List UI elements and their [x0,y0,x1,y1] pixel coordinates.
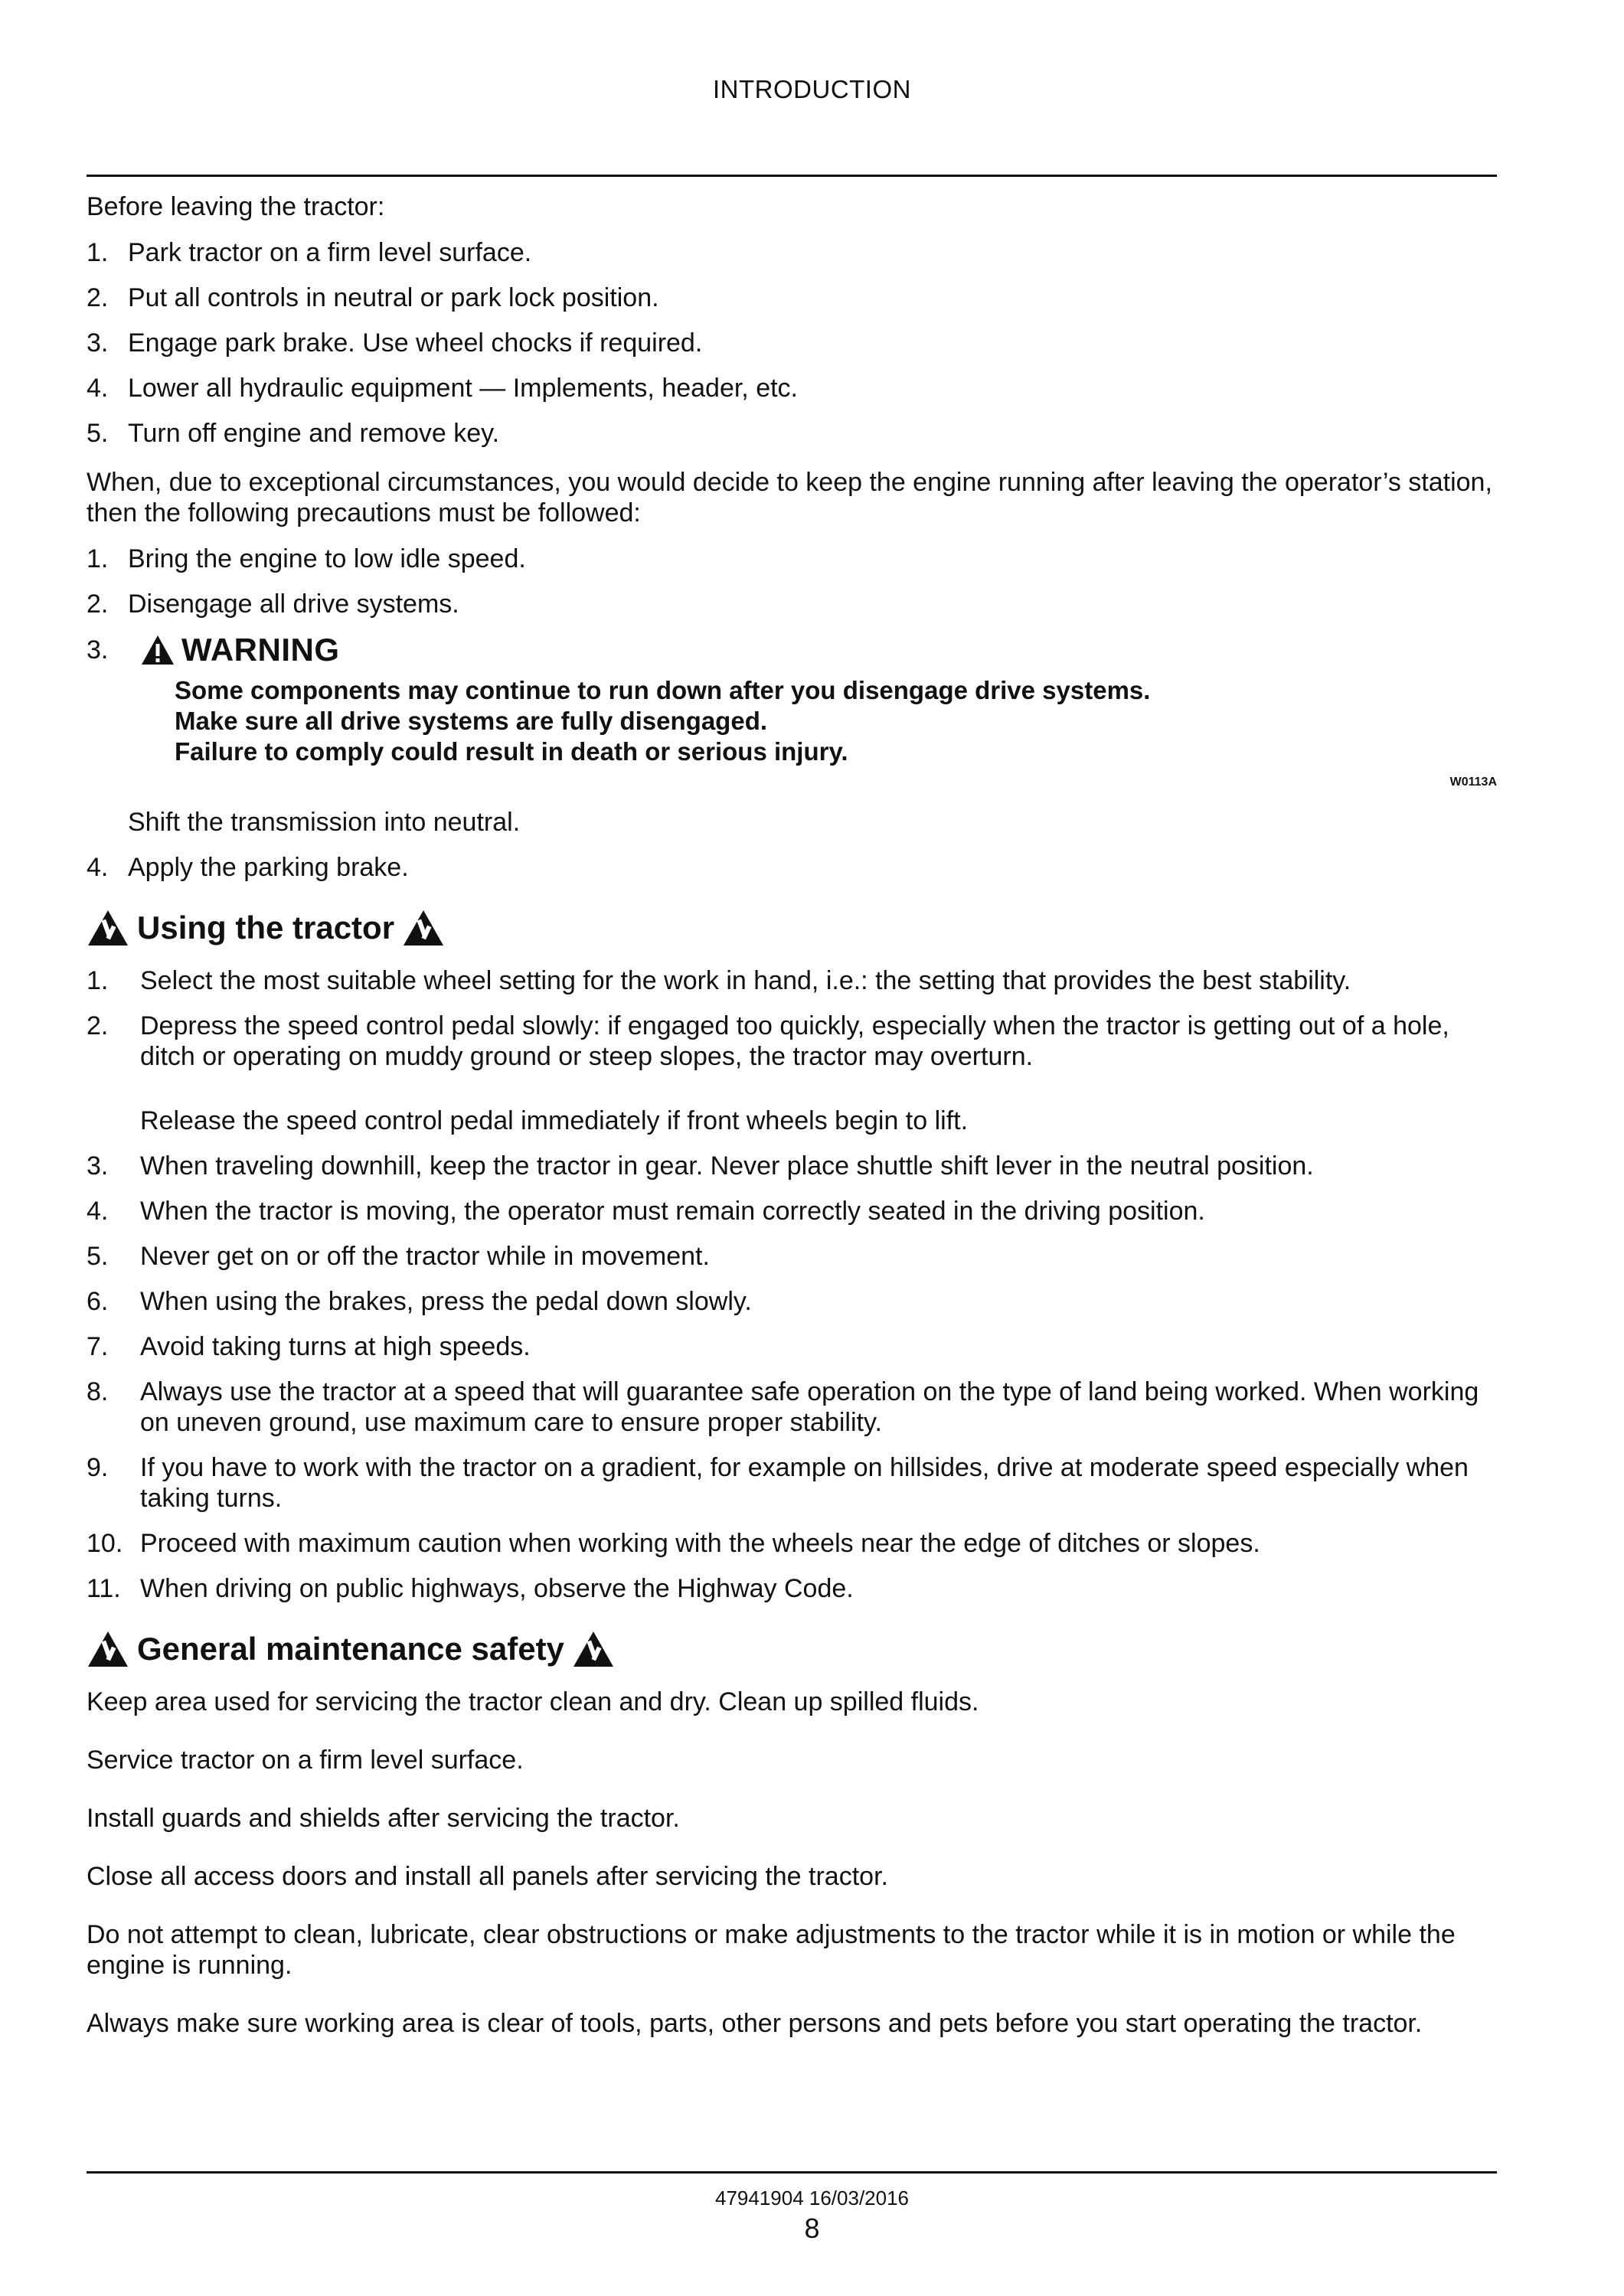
item-text: Lower all hydraulic equipment — Implements, header, etc. [128,374,799,403]
list-item [87,1573,1497,1604]
item-text: If you have to work with the tractor on a gradient, for example on hillsides, drive at moderate speed especially when taking turns. [140,1453,1469,1513]
item-number: 1. [87,966,109,995]
list-item [87,1452,1497,1514]
paragraph: Do not attempt to clean, lubricate, clear obstructions or make adjustments to the tractor while it is in motion or while the engine is running. [87,1920,1456,1980]
item-number: 3. [87,635,109,665]
header-rule [87,175,1497,177]
item-text: Depress the speed control pedal slowly: if engaged too quickly, especially when the tractor is getting out of a hole, ditch or operating on muddy ground or steep slopes, the tractor may overturn. [140,1011,1449,1071]
list-item [87,1151,1497,1181]
warning-triangle-icon [87,1630,129,1668]
list-item-continuation [87,807,1497,838]
list-item [87,1286,1497,1317]
warning-header [87,634,1497,666]
item-number: 4. [87,1197,109,1226]
item-text: Apply the parking brake. [128,853,409,882]
maintenance-paragraphs [87,1687,1497,2039]
warning-title: WARNING [181,632,340,668]
paragraph: Close all access doors and install all panels after servicing the tractor. [87,1862,888,1891]
item-number: 7. [87,1332,109,1361]
document-code: 47941904 16/03/2016 [714,2187,910,2209]
item-number: 2. [87,590,109,619]
item-number: 4. [87,374,109,403]
warning-code: W0113A [1449,776,1497,789]
page-header-title: INTRODUCTION [713,75,911,103]
list-item [87,418,1497,449]
item-number: 10. [87,1529,123,1558]
list-item [87,1331,1497,1362]
footer-rule [87,2171,1497,2174]
item-text: Release the speed control pedal immediately if front wheels begin to lift. [140,1106,969,1135]
list-item-note [87,1106,1497,1136]
list-item [87,1528,1497,1559]
warning-triangle-icon [402,909,445,947]
section-title: General maintenance safety [137,1631,564,1667]
item-number: 5. [87,1242,109,1271]
before-leaving-list [87,237,1497,449]
paragraph: Service tractor on a firm level surface. [87,1746,524,1775]
using-tractor-list [87,965,1497,1604]
item-number: 1. [87,238,109,267]
item-text: Shift the transmission into neutral. [128,808,521,837]
intro-heading: Before leaving the tractor: [87,192,385,221]
item-text: Disengage all drive systems. [128,590,459,619]
item-text: When traveling downhill, keep the tractor in gear. Never place shuttle shift lever in the neutral position. [140,1151,1314,1181]
paragraph: Install guards and shields after servicing the tractor. [87,1804,680,1833]
list-item [87,1011,1497,1072]
list-item [87,283,1497,313]
item-text: Turn off engine and remove key. [128,419,500,448]
paragraph: Keep area used for servicing the tractor clean and dry. Clean up spilled fluids. [87,1687,979,1716]
item-text: Always use the tractor at a speed that will guarantee safe operation on the type of land being worked. When working on uneven ground, use maximum care to ensure proper stability. [140,1377,1479,1437]
list-item [87,965,1497,996]
item-number: 2. [87,283,109,312]
section-title: Using the tractor [137,910,395,946]
item-number: 4. [87,853,109,882]
item-text: Bring the engine to low idle speed. [128,544,526,573]
item-number-empty [87,807,128,838]
warning-line: Failure to comply could result in death or serious injury. [175,737,848,766]
item-number: 6. [87,1287,109,1316]
item-number: 8. [87,1377,109,1406]
item-text: When the tractor is moving, the operator must remain correctly seated in the driving position. [140,1197,1205,1226]
page-number: 8 [804,2213,820,2244]
warning-triangle-icon [87,909,129,947]
item-number: 1. [87,544,109,573]
item-number: 5. [87,419,109,448]
item-text: Proceed with maximum caution when working with the wheels near the edge of ditches or slopes. [140,1529,1260,1558]
item-text: Engage park brake. Use wheel chocks if required. [128,328,703,358]
list-item [87,328,1497,358]
item-text: When driving on public highways, observe the Highway Code. [140,1574,854,1603]
warning-line: Some components may continue to run down after you disengage drive systems. [175,676,1151,704]
warning-triangle-icon [572,1630,615,1668]
item-number: 3. [87,1151,109,1181]
item-text: Put all controls in neutral or park lock position. [128,283,659,312]
item-number: 9. [87,1453,109,1482]
item-number: 11. [87,1574,121,1603]
list-item [87,1377,1497,1438]
list-item [87,1196,1497,1226]
item-text: Park tractor on a firm level surface. [128,238,532,267]
precautions-paragraph: When, due to exceptional circumstances, you would decide to keep the engine running after leaving the operator’s station, then the following precautions must be followed: [87,468,1492,527]
list-item [87,373,1497,403]
item-text: Avoid taking turns at high speeds. [140,1332,531,1361]
section-heading-using-tractor [87,909,1497,947]
section-heading-maintenance [87,1630,1497,1668]
item-text: When using the brakes, press the pedal down slowly. [140,1287,752,1316]
list-item [87,1241,1497,1272]
list-item [87,852,1497,883]
warning-triangle-icon [140,634,175,666]
warning-line: Make sure all drive systems are fully disengaged. [175,707,768,735]
warning-code-row [87,767,1497,789]
item-number-empty [87,1106,140,1136]
list-item [87,589,1497,619]
item-number: 2. [87,1011,109,1040]
list-item [87,544,1497,574]
list-item [87,237,1497,268]
warning-message [175,675,1497,767]
item-number: 3. [87,328,109,358]
precautions-list [87,544,1497,883]
paragraph: Always make sure working area is clear of tools, parts, other persons and pets before you start operating the tractor. [87,2009,1423,2038]
item-text: Never get on or off the tractor while in movement. [140,1242,710,1271]
item-text: Select the most suitable wheel setting for the work in hand, i.e.: the setting that provides the best stability. [140,966,1351,995]
page-content [87,191,1497,2054]
